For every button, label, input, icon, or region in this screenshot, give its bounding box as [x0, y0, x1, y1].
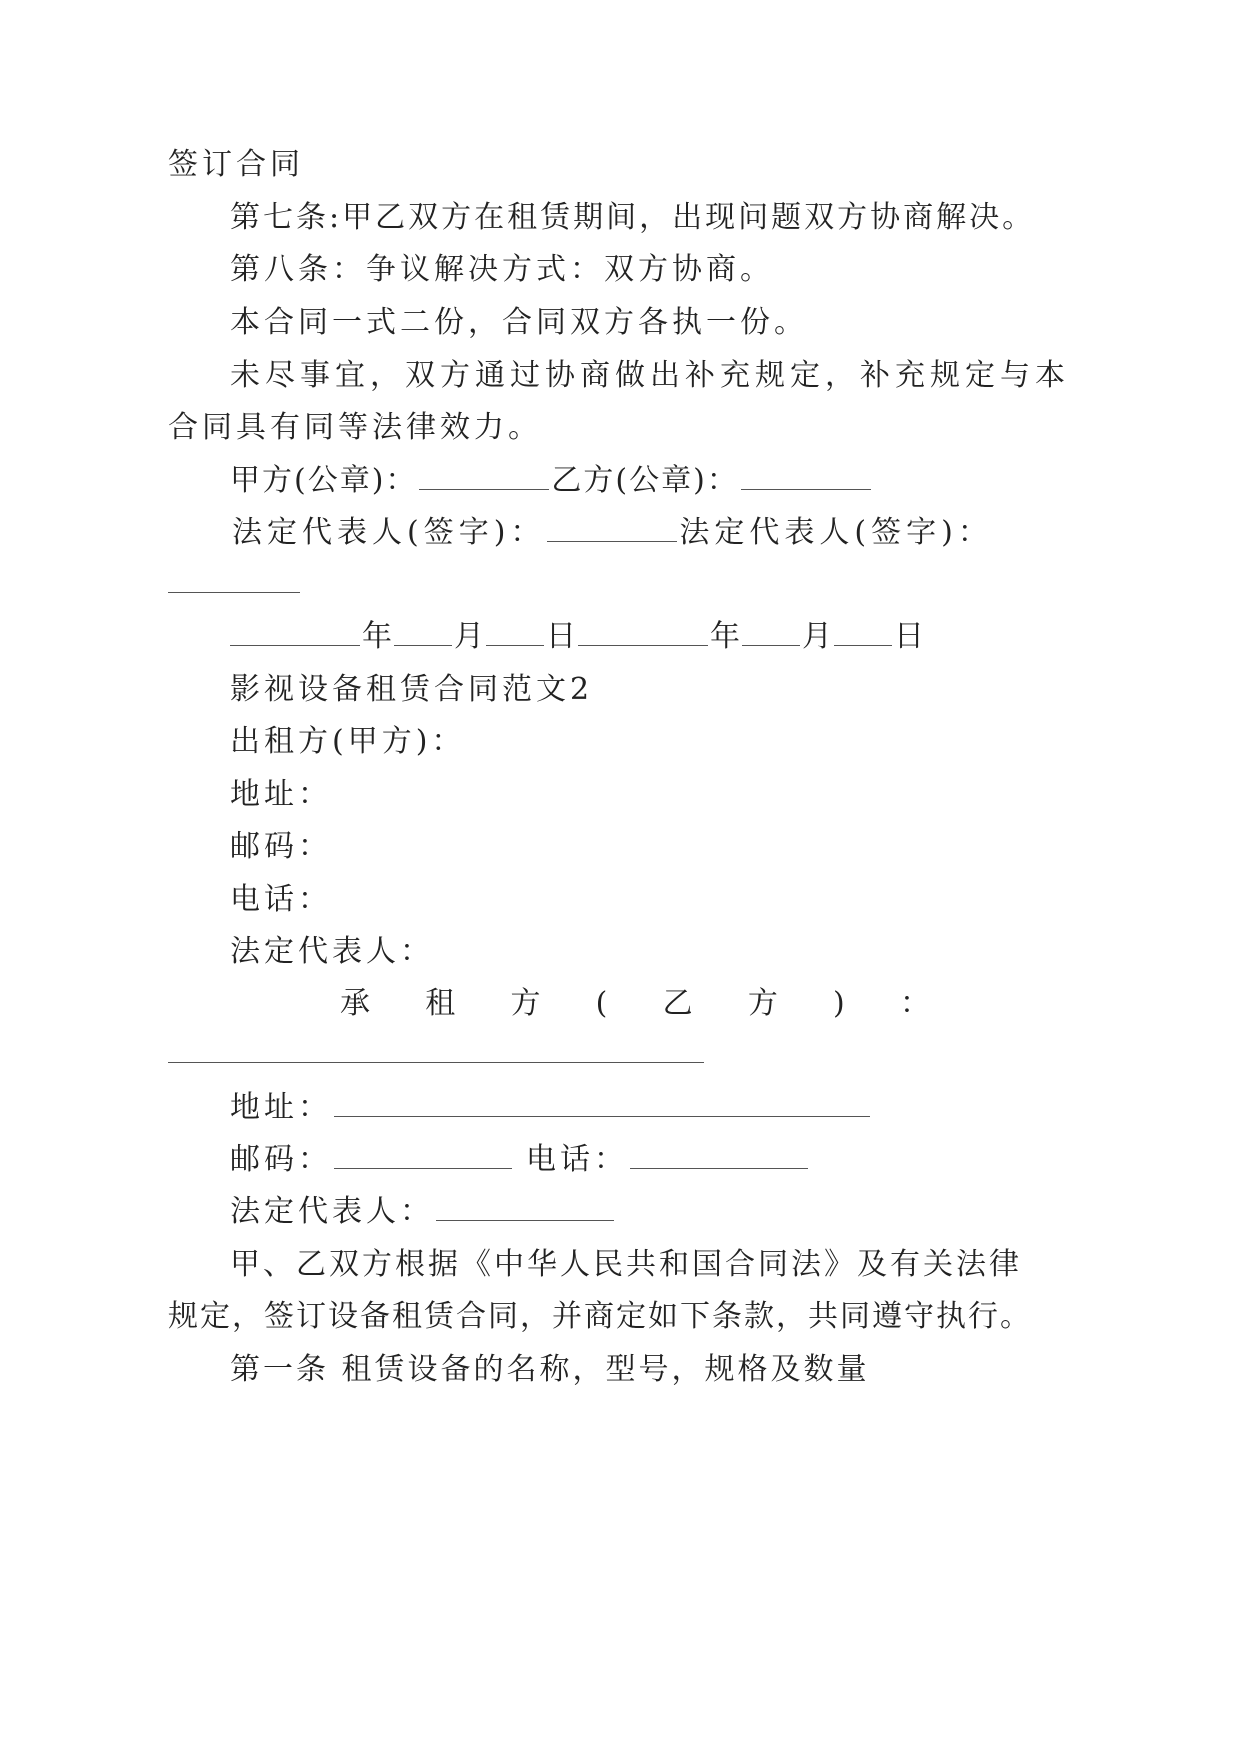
lessee-char-2: 租: [425, 986, 456, 1021]
lessee-char-7: ): [833, 986, 845, 1021]
lessor-legal-rep: 法定代表人：: [230, 934, 434, 969]
section-heading: 影视设备租赁合同范文2: [230, 672, 594, 707]
month-a: 月: [454, 619, 484, 654]
lessee-phone-blank: [630, 1142, 808, 1169]
lessee-legal-rep-label: 法定代表人：: [230, 1194, 434, 1229]
lessee-char-6: 方: [747, 986, 778, 1021]
lessee-char-5: 乙: [662, 986, 693, 1021]
lessee-char-1: 承: [340, 986, 370, 1021]
party-a-seal-label: 甲方(公章)：: [230, 463, 418, 498]
party-b-seal-label: 乙方(公章)：: [551, 463, 739, 498]
rep-b-label: 法定代表人(签字)：: [679, 515, 993, 550]
year-a-blank: [230, 619, 360, 646]
lessee-legal-rep-blank: [436, 1194, 614, 1221]
lessee-address-blank: [334, 1090, 870, 1117]
lessee-postcode-blank: [334, 1142, 512, 1169]
article-1: 第一条 租赁设备的名称，型号，规格及数量: [230, 1352, 870, 1387]
month-b-blank: [742, 619, 800, 646]
lessor-label: 出租方(甲方)：: [230, 724, 466, 759]
supplement-clause-2: 合同具有同等法律效力。: [168, 410, 542, 445]
article-8: 第八条：争议解决方式：双方协商。: [230, 252, 774, 287]
rep-sign-line: [232, 513, 993, 553]
year-a: 年: [362, 619, 392, 654]
day-a: 日: [546, 619, 576, 654]
lessee-contact-line: [230, 1140, 810, 1180]
lessor-phone: 电话：: [230, 882, 332, 917]
day-b: 日: [894, 619, 924, 654]
year-b-blank: [578, 619, 708, 646]
year-b: 年: [710, 619, 740, 654]
lessee-phone-label: 电话：: [526, 1142, 628, 1177]
copies-clause: 本合同一式二份，合同双方各执一份。: [230, 305, 808, 340]
day-a-blank: [486, 619, 544, 646]
month-a-blank: [394, 619, 452, 646]
lessee-char-4: (: [595, 986, 608, 1021]
lessee-postcode-label: 邮码：: [230, 1142, 332, 1177]
lessee-label: [340, 984, 930, 1024]
rep-b-blank: [168, 592, 300, 593]
month-b: 月: [802, 619, 832, 654]
lessee-char-3: 方: [510, 986, 541, 1021]
lessee-char-8: ：: [899, 986, 930, 1021]
rep-a-label: 法定代表人(签字)：: [232, 515, 546, 550]
preamble-2: 规定，签订设备租赁合同，并商定如下条款，共同遵守执行。: [168, 1299, 1032, 1334]
lessor-postcode: 邮码：: [230, 829, 332, 864]
lessee-name-blank: [168, 1062, 704, 1063]
lessee-address-line: [230, 1088, 872, 1128]
preamble-1: 甲、乙双方根据《中华人民共和国合同法》及有关法律: [230, 1247, 1022, 1282]
text-line-1: 签订合同: [168, 147, 304, 182]
lessee-legal-rep-line: [230, 1192, 616, 1232]
lessee-address-label: 地址：: [230, 1090, 332, 1125]
rep-a-blank: [547, 515, 677, 542]
seal-line: [230, 461, 873, 501]
supplement-clause-1: 未尽事宜，双方通过协商做出补充规定，补充规定与本: [230, 358, 1070, 393]
date-line: [228, 617, 924, 657]
article-7: 第七条:甲乙双方在租赁期间，出现问题双方协商解决。: [230, 200, 1036, 235]
lessor-address: 地址：: [230, 777, 332, 812]
party-b-seal-blank: [741, 463, 871, 490]
party-a-seal-blank: [419, 463, 549, 490]
day-b-blank: [834, 619, 892, 646]
